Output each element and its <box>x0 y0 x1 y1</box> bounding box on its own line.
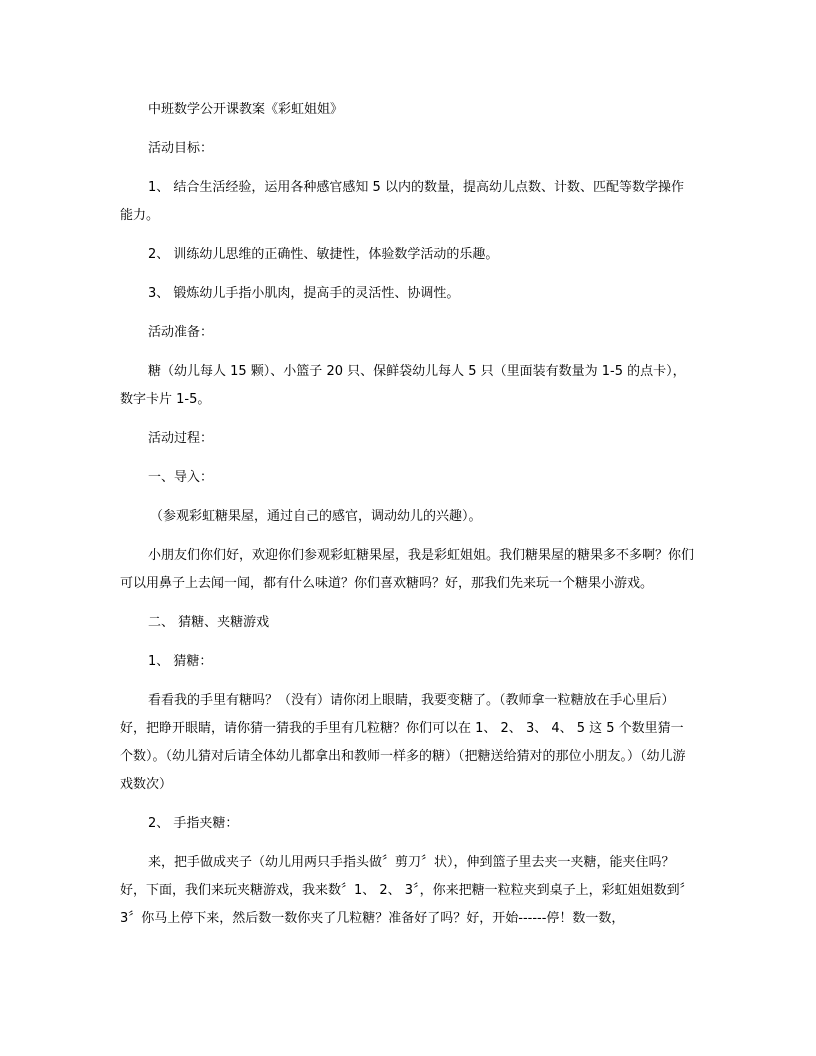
preparation-materials: 糖（幼儿每人 15 颗）、小篮子 20 只、保鲜袋幼儿每人 5 只（里面装有数量为 1-5 的点卡），数字卡片 1-5。 <box>120 364 686 407</box>
section-heading-process: 活动过程： <box>148 431 214 446</box>
document-title: 中班数学公开课教案《彩虹姐姐》 <box>148 102 344 117</box>
game-2-text: 来，把手做成夹子（幼儿用两只手指头做〞剪刀〞状），伸到篮子里去夹一夹糖，能夹住吗？好，下面，我们来玩夹糖游戏，我来数〞1、 2、 3〞，你来把糖一粒粒夹到桌子上，彩虹姐姐数到〞3〞你马上停下来，然后数一数你夹了几粒糖？准备好了吗？好，开始------停！数一数， <box>120 855 693 926</box>
objective-3: 3、 锻炼幼儿手指小肌肉，提高手的灵活性、协调性。 <box>148 286 460 301</box>
objective-2: 2、 训练幼儿思维的正确性、敏捷性，体验数学活动的乐趣。 <box>148 247 499 262</box>
process-step-games: 二、 猜糖、夹糖游戏 <box>148 615 270 630</box>
intro-note: （参观彩虹糖果屋，通过自己的感官，调动幼儿的兴趣）。 <box>150 509 482 524</box>
game-1-heading: 1、 猜糖： <box>148 654 213 669</box>
game-2-heading: 2、 手指夹糖： <box>148 816 239 831</box>
document-body <box>120 96 696 944</box>
section-heading-objectives: 活动目标： <box>148 141 214 156</box>
game-1-text: 看看我的手里有糖吗？（没有）请你闭上眼睛，我要变糖了。（教师拿一粒糖放在手心里后）好，把睁开眼睛，请你猜一猜我的手里有几粒糖？你们可以在 1、 2、 3、 4、 5 这 5 个数里猜一个数）。（幼儿猜对后请全体幼儿都拿出和教师一样多的糖）（把糖送给猜对的那位小朋友。）（幼儿游戏数次） <box>120 693 686 792</box>
process-step-intro: 一、导入： <box>148 470 214 485</box>
section-heading-preparation: 活动准备： <box>148 325 214 340</box>
objective-1: 1、 结合生活经验，运用各种感官感知 5 以内的数量，提高幼儿点数、计数、匹配等数学操作能力。 <box>120 180 684 223</box>
intro-dialogue: 小朋友们你们好，欢迎你们参观彩虹糖果屋，我是彩虹姐姐。我们糖果屋的糖果多不多啊？你们可以用鼻子上去闻一闻，都有什么味道？你们喜欢糖吗？好，那我们先来玩一个糖果小游戏。 <box>120 548 695 591</box>
